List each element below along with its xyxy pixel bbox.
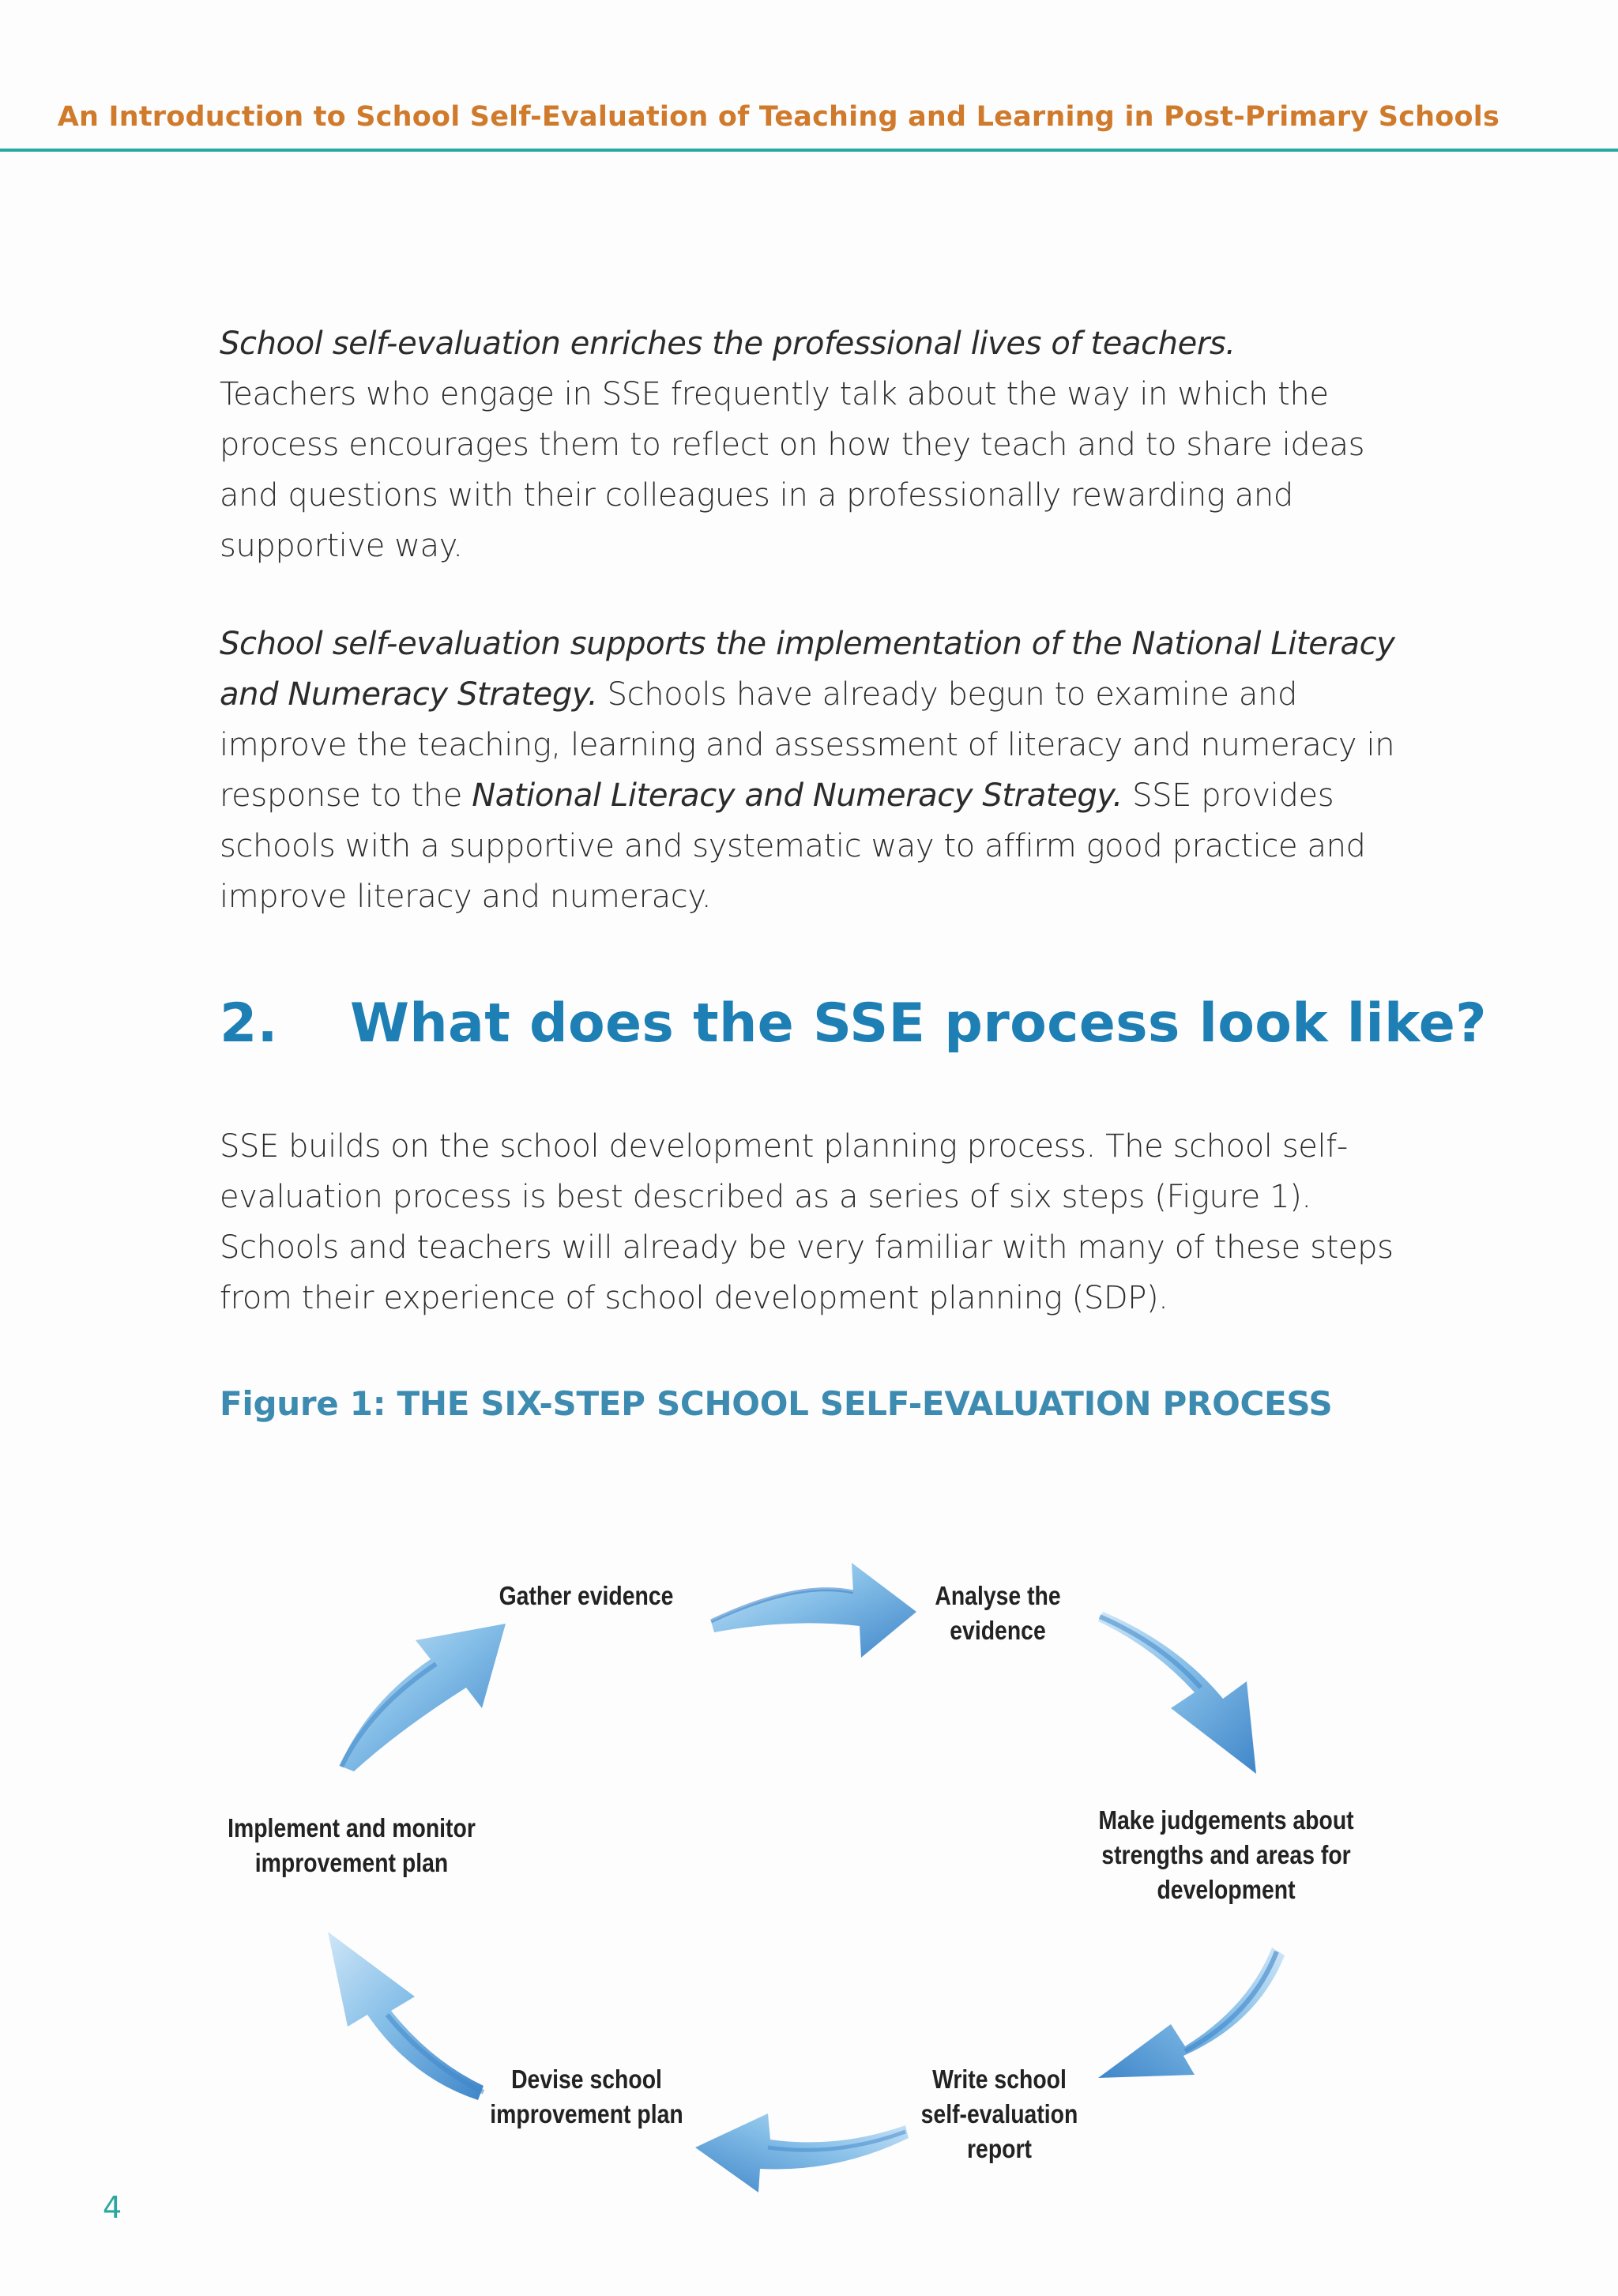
section-heading — [220, 992, 1487, 1055]
section-number: 2. — [220, 992, 278, 1055]
paragraph-lead-italic: School self-evaluation supports the implementation of the National Literacy and Numeracy Strategy. — [220, 626, 1395, 713]
arrow-report-to-plan — [695, 2113, 909, 2192]
arrow-gather-to-analyse — [711, 1563, 916, 1658]
paragraph-literacy-strategy — [220, 619, 1420, 922]
running-header-title: An Introduction to School Self-Evaluation of Teaching and Learning in Post-Primary Schools — [57, 101, 1499, 133]
paragraph-body: Teachers who engage in SSE frequently talk about the way in which the process encourages them to reflect on how they teach and to share ideas and questions with their colleagues in a professionally rewarding and supportive way. — [220, 376, 1365, 564]
arrow-plan-to-implement — [328, 1932, 484, 2100]
paragraph-sse-overview: SSE builds on the school development planning process. The school self-evaluation process is best described as a series of six steps (Figure 1). Schools and teachers will already be very familiar with many of these steps from their experience of school development planning (SDP). — [220, 1128, 1394, 1316]
step-gather-evidence: Gather evidence — [499, 1581, 674, 1610]
arrow-implement-to-gather — [340, 1624, 506, 1771]
page-number: 4 — [103, 2190, 122, 2225]
paragraph-body: Schools have already begun to examine and improve the teaching, learning and assessment of literacy and numeracy in response to the — [220, 676, 1395, 814]
six-step-cycle-diagram — [0, 1501, 1618, 2212]
paragraph-lead-italic: School self-evaluation enriches the professional lives of teachers. — [220, 326, 1236, 362]
figure-caption: Figure 1: THE SIX-STEP SCHOOL SELF-EVALUATION PROCESS — [220, 1384, 1333, 1423]
section-title: What does the SSE process look like? — [350, 992, 1487, 1055]
step-devise-plan: Devise school improvement plan — [490, 2065, 683, 2129]
paragraph-professional-lives — [220, 318, 1420, 571]
step-implement-monitor: Implement and monitor improvement plan — [228, 1813, 476, 1877]
arrow-analyse-to-judgements — [1098, 1612, 1256, 1774]
paragraph-body: SSE provides schools with a supportive and systematic way to affirm good practice and improve literacy and numeracy. — [220, 777, 1366, 915]
step-write-report: Write school self-evaluation report — [920, 2065, 1078, 2163]
step-analyse-evidence: Analyse the evidence — [935, 1581, 1061, 1645]
arrow-judgements-to-report — [1098, 1948, 1285, 2078]
strategy-title-italic: National Literacy and Numeracy Strategy. — [472, 777, 1123, 814]
step-make-judgements: Make judgements about strengths and areas for development — [1098, 1805, 1354, 1904]
header-rule — [0, 149, 1618, 152]
